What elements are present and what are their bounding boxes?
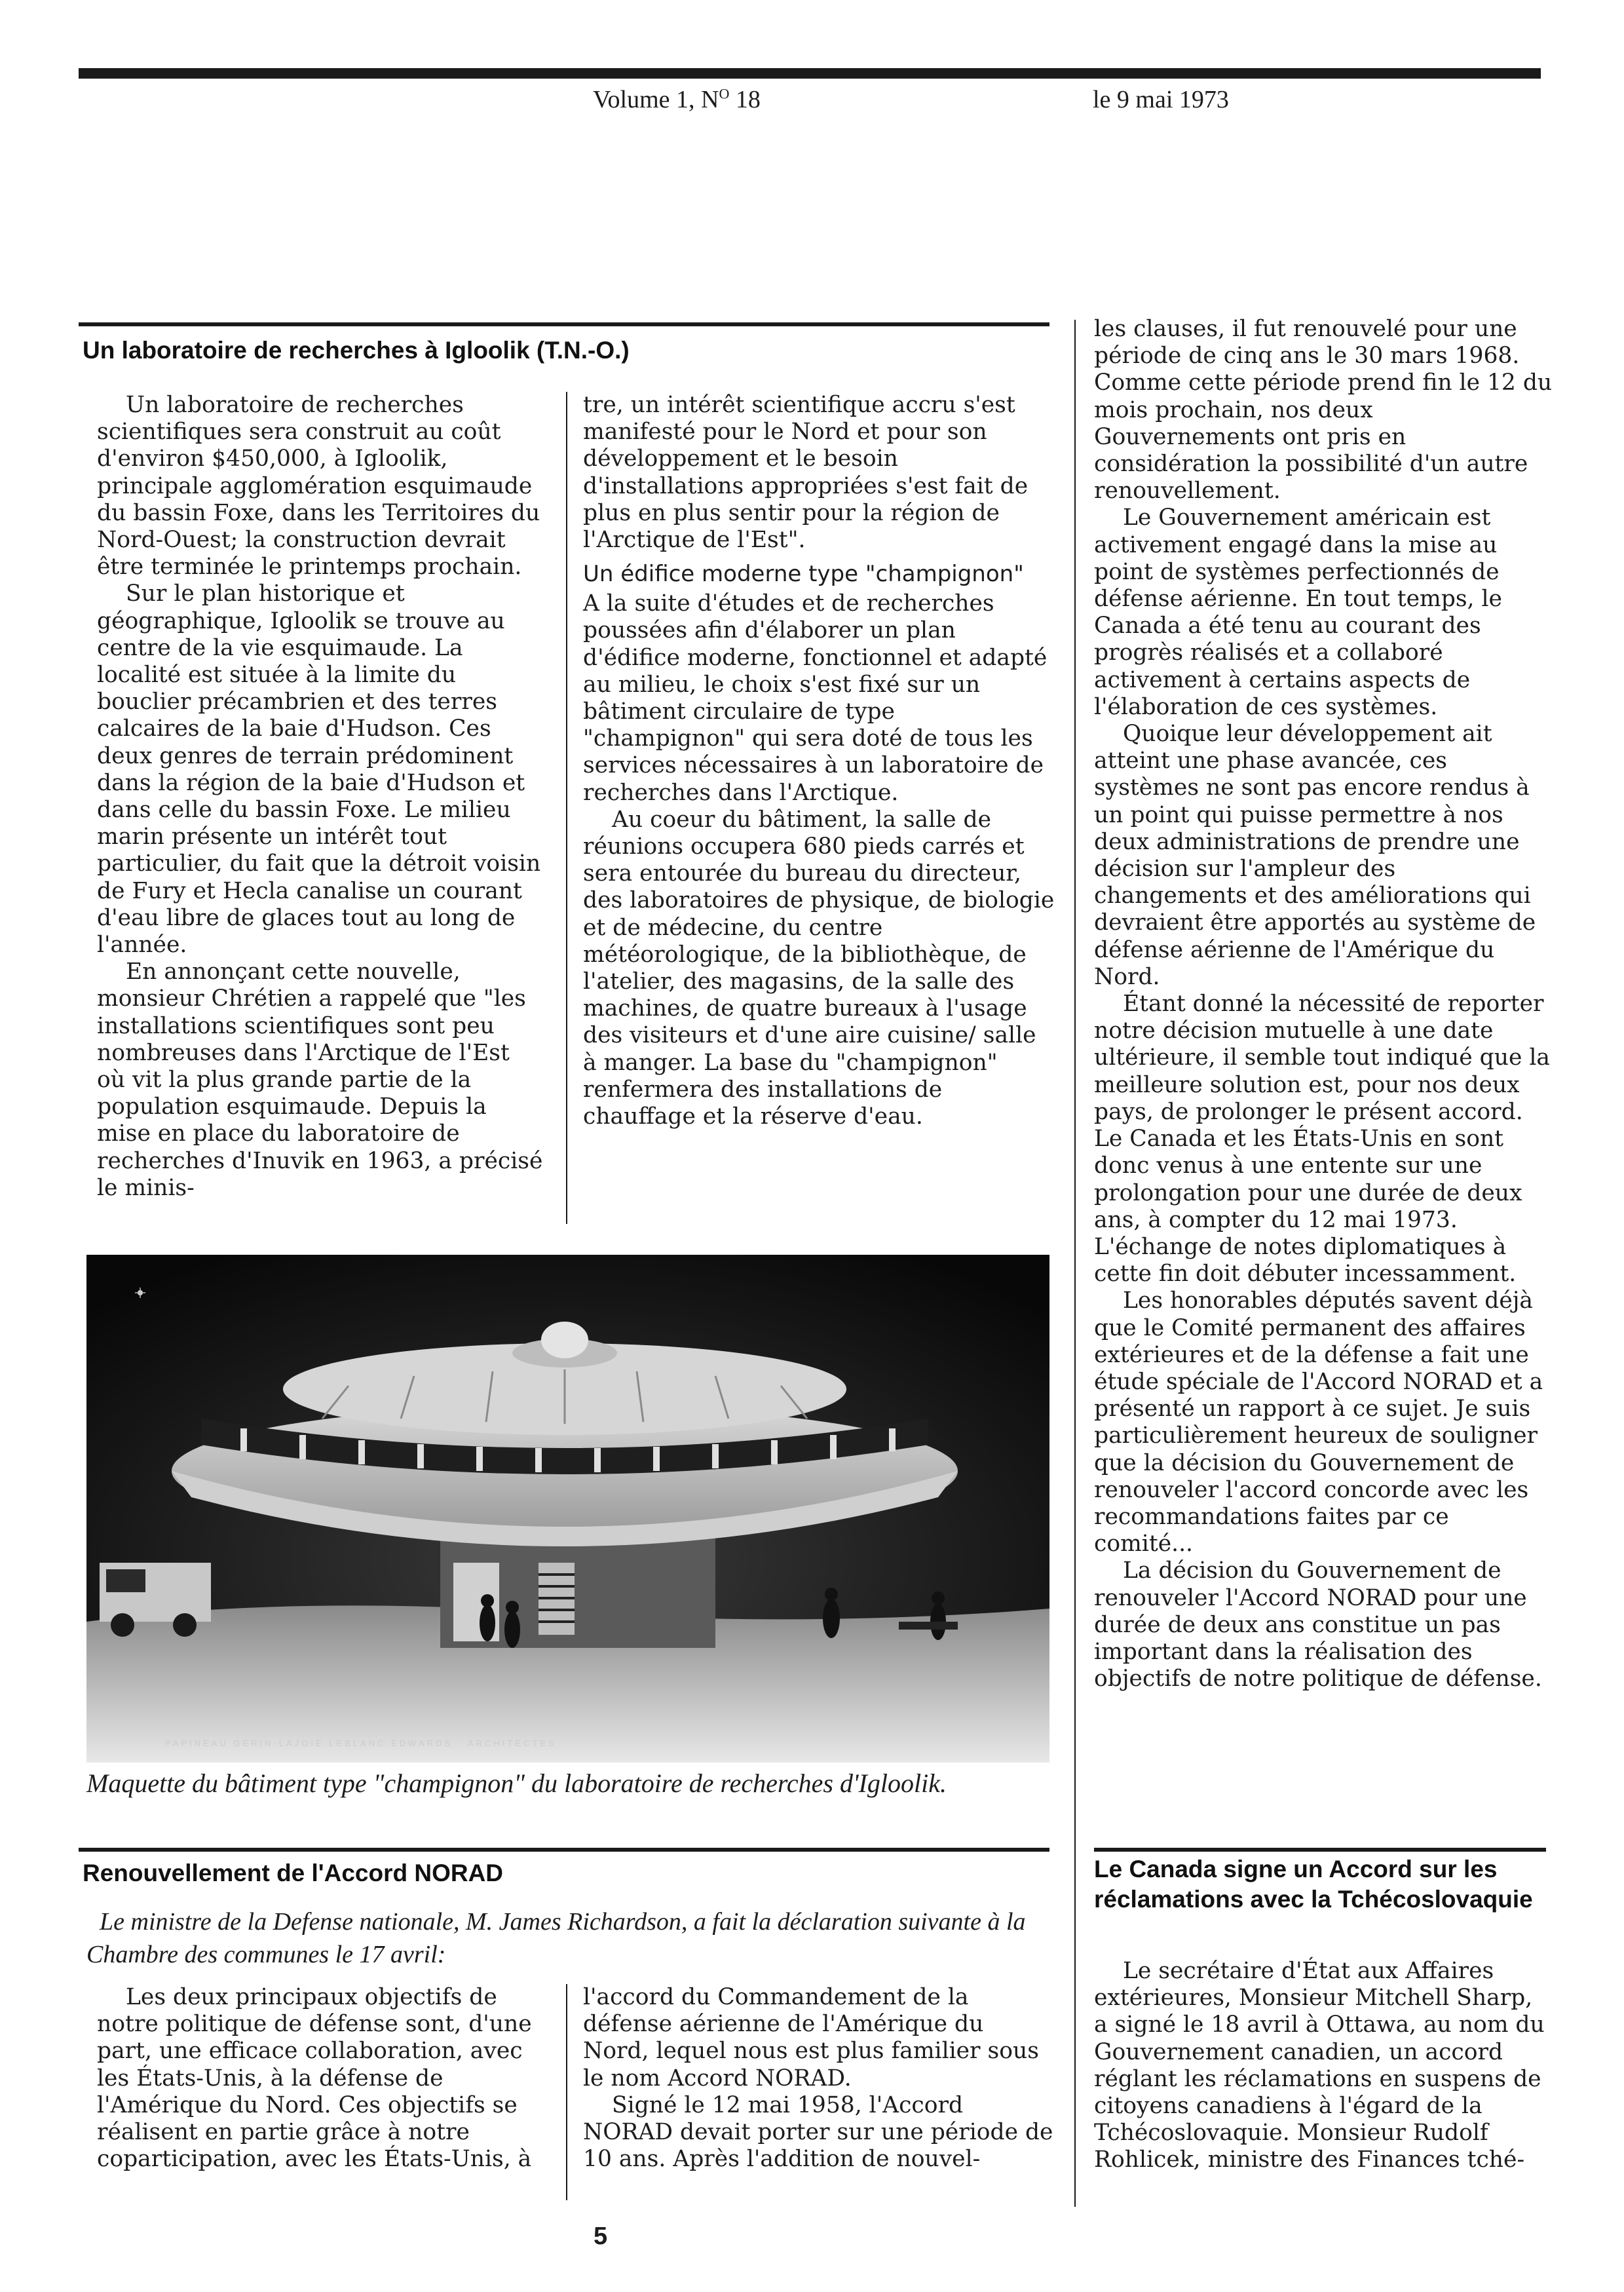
- column-divider: [1074, 320, 1076, 2207]
- czech-paragraph-1: Le secrétaire d'État aux Affaires extérieures, Monsieur Mitchell Sharp, a signé le 18 avril à Ottawa, au nom du Gouvernement canadien, un accord réglant les réclamations en suspens de citoyens canadiens à l'égard de la Tchécoslovaquie. Monsieur Rudolf Rohlicek, ministre des Finances tché-: [1094, 1958, 1545, 2173]
- photo-credit: PAPINEAU GERIN-LAJOIE LEBLANC EDWARDS · ARCHITECTES: [165, 1738, 557, 1748]
- norad-column-1: [97, 1984, 544, 2173]
- continuation-paragraph-5: Les honorables députés savent déjà que le Comité permanent des affaires extérieures et de la défense a fait une étude spéciale de l'Accord NORAD et a présenté un rapport à ce sujet. Je suis particulièrement heureux de souligner que la décision du Gouvernement de renouveler l'accord concorde avec les recommandations faites par ce comité...: [1094, 1288, 1543, 1557]
- lab-paragraph-3: En annonçant cette nouvelle, monsieur Chrétien a rappelé que "les installations scientifiques sont peu nombreuses dans l'Arctique de l'Est où vit la plus grande partie de la population esquimaude. Depuis la mise en place du laboratoire de recherches d'Inuvik en 1963, a précisé le minis-: [97, 959, 543, 1201]
- page-number: 5: [594, 2223, 608, 2250]
- lab-heading-rule: [79, 322, 1049, 326]
- continuation-paragraph-2: Le Gouvernement américain est activement engagé dans la mise au point de systèmes perfectionnés de défense aérienne. En tout temps, le Canada a été tenu au courant des progrès réalisés et a collaboré activement à certains aspects de l'élaboration de ces systèmes.: [1094, 505, 1502, 720]
- lab-paragraph-2: Sur le plan historique et géographique, Igloolik se trouve au centre de la vie esquimaude. La localité est située à la limite du bouclier précambrien et des terres calcaires de la baie d'Hudson. Ces deux genres de terrain prédominent dans la région de la baie d'Hudson et dans celle du bassin Foxe. Le milieu marin présente un intérêt tout particulier, du fait que la détroit voisin de Fury et Hecla canalise un courant d'eau libre de glaces tout au long de l'année.: [97, 581, 541, 959]
- norad-column-gutter: [566, 1984, 567, 2200]
- photo-caption: Maquette du bâtiment type "champignon" du laboratoire de recherches d'Igloolik.: [86, 1768, 947, 1798]
- issue-number: 18: [729, 86, 761, 113]
- czech-article-heading: Le Canada signe un Accord sur les réclamations avec la Tchécoslovaquie: [1094, 1856, 1533, 1913]
- issue-date: le 9 mai 1973: [1093, 86, 1229, 113]
- lab-paragraph-1: Un laboratoire de recherches scientifiques sera construit au coût d'environ $450,000, à Igloolik, principale agglomération esquimaude du bassin Foxe, dans les Territoires du Nord-Ouest; la construction devrait être terminée le printemps prochain.: [97, 392, 540, 581]
- lab-column-1: [97, 392, 544, 1202]
- norad-heading-rule: [79, 1848, 1049, 1852]
- lab-paragraph-4: tre, un intérêt scientifique accru s'est manifesté pour le Nord et pour son développement et le besoin d'installations appropriées s'est fait de plus en plus sentir pour la région de l'Arctique de l'Est".: [583, 392, 1029, 554]
- norad-paragraph-3: Signé le 12 mai 1958, l'Accord NORAD devait porter sur une période de 10 ans. Après l'addition de nouvel-: [583, 2091, 1053, 2173]
- continuation-paragraph-1: les clauses, il fut renouvelé pour une période de cinq ans le 30 mars 1968. Comme cette période prend fin le 12 du mois prochain, nos deux Gouvernements ont pris en considération la possibilité d'un autre renouvellement.: [1094, 316, 1553, 505]
- continuation-paragraph-6: La décision du Gouvernement de renouveler l'Accord NORAD pour une durée de deux ans constitue un pas important dans la réalisation des objectifs de notre politique de défense.: [1094, 1557, 1542, 1692]
- continuation-paragraph-3: Quoique leur développement ait atteint une phase avancée, ces systèmes ne sont pas encore rendus à un point qui puisse permettre à nos deux administrations de prendre une décision sur l'ampleur des changements et des améliorations qui devraient être apportés au système de défense aérienne de l'Amérique du Nord.: [1094, 721, 1536, 990]
- number-superscript: O: [719, 85, 730, 102]
- lab-article-heading: Un laboratoire de recherches à Igloolik (T.N.-O.): [83, 337, 630, 364]
- norad-article-heading: Renouvellement de l'Accord NORAD: [83, 1860, 504, 1886]
- issue-volume: [593, 85, 761, 114]
- norad-column-2: [583, 1984, 1056, 2173]
- lab-subheading: Un édifice moderne type "champignon": [583, 561, 1024, 588]
- volume-label: Volume 1, N: [593, 86, 719, 113]
- norad-intro: Le ministre de la Defense nationale, M. James Richardson, a fait la déclaration suivante à la Chambre des communes le 17 avril:: [86, 1908, 1026, 1968]
- norad-paragraph-1: Les deux principaux objectifs de notre politique de défense sont, d'une part, une efficace collaboration, avec les États-Unis, à la défense de l'Amérique du Nord. Ces objectifs se réalisent en partie grâce à notre coparticipation, avec les États-Unis, à: [97, 1984, 532, 2173]
- norad-paragraph-2: l'accord du Commandement de la défense aérienne de l'Amérique du Nord, lequel nous est plus familier sous le nom Accord NORAD.: [583, 1984, 1039, 2091]
- lab-column-2: [583, 392, 1056, 1130]
- continuation-paragraph-4: Étant donné la nécessité de reporter notre décision mutuelle à une date ultérieure, il semble tout indiqué que la meilleure solution est, pour nos deux pays, de prolonger le présent accord. Le Canada et les États-Unis en sont donc venus à une entente sur une prolongation pour une durée de deux ans, à compter du 12 mai 1973. L'échange de notes diplomatiques à cette fin doit débuter incessamment.: [1094, 991, 1550, 1288]
- czech-heading-rule: [1094, 1848, 1546, 1852]
- norad-continuation-column: [1094, 316, 1553, 1692]
- lab-paragraph-5: A la suite d'études et de recherches poussées afin d'élaborer un plan d'édifice moderne, fonctionnel et adapté au milieu, le choix s'est fixé sur un bâtiment circulaire de type "champignon" qui sera doté de tous les services nécessaires à un laboratoire de recherches dans l'Arctique.: [583, 590, 1048, 806]
- lab-column-gutter: [566, 392, 567, 1224]
- masthead-rule: [79, 68, 1541, 79]
- lab-paragraph-6: Au coeur du bâtiment, la salle de réunions occupera 680 pieds carrés et sera entourée du bureau du directeur, des laboratoires de physique, de biologie et de médecine, du centre météorologique, de la bibliothèque, de l'atelier, des magasins, de la salle des machines, de quatre bureaux à l'usage des visiteurs et d'une aire cuisine/ salle à manger. La base du "champignon" renfermera des installations de chauffage et la réserve d'eau.: [583, 806, 1055, 1130]
- czech-column: [1094, 1958, 1546, 2174]
- mushroom-building-illustration: [86, 1255, 1049, 1763]
- building-model-photo: [86, 1255, 1049, 1763]
